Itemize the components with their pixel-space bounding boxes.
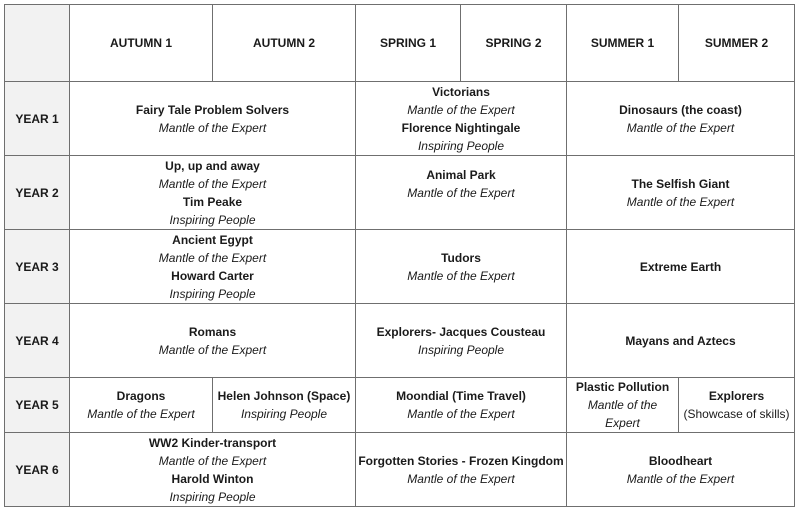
topic-cell-summer [567, 156, 795, 230]
topic-title: Harold Winton [171, 471, 254, 486]
header-summer-2: SUMMER 2 [679, 5, 795, 82]
topic-cell-autumn-1 [70, 378, 213, 433]
topic-subtitle: Mantle of the Expert [158, 453, 267, 468]
topic-subtitle: Inspiring People [169, 489, 256, 504]
topic-subtitle: Mantle of the Expert [158, 342, 267, 357]
topic-title: Bloodheart [648, 453, 713, 468]
corner-cell [5, 5, 70, 82]
topic-cell-spring [356, 433, 567, 507]
header-spring-2: SPRING 2 [461, 5, 567, 82]
header-spring-1: SPRING 1 [356, 5, 461, 82]
header-summer-1: SUMMER 1 [567, 5, 679, 82]
topic-title: Forgotten Stories - Frozen Kingdom [358, 453, 564, 468]
header-row [5, 5, 795, 82]
topic-title: Howard Carter [171, 268, 254, 283]
year-label: YEAR 1 [5, 82, 70, 156]
topic-subtitle: Inspiring People [417, 138, 505, 153]
topic-title: WW2 Kinder-transport [148, 435, 277, 450]
topic-cell-autumn-2 [213, 378, 356, 433]
topic-subtitle: Mantle of the Expert [158, 120, 267, 135]
topic-cell-autumn [70, 82, 356, 156]
topic-subtitle: Mantle of the Expert [87, 407, 195, 421]
topic-title: Tudors [441, 250, 481, 265]
topic-title: Mayans and Aztecs [625, 333, 736, 348]
year-row [5, 433, 795, 507]
year-label: YEAR 2 [5, 156, 70, 230]
topic-title: Helen Johnson (Space) [217, 389, 351, 403]
year-row [5, 304, 795, 378]
topic-subtitle: Inspiring People [240, 407, 328, 421]
topic-title: Plastic Pollution [575, 380, 670, 394]
year-row [5, 230, 795, 304]
topic-title: Fairy Tale Problem Solvers [135, 102, 290, 117]
topic-cell-autumn [70, 230, 356, 304]
topic-subtitle: Mantle of the Expert [158, 250, 267, 265]
header-autumn-1: AUTUMN 1 [70, 5, 213, 82]
year-label: YEAR 5 [5, 378, 70, 433]
topic-cell-autumn [70, 156, 356, 230]
year-row [5, 156, 795, 230]
topic-subtitle: Mantle of the Expert [626, 120, 735, 135]
topic-title: Up, up and away [165, 158, 260, 173]
curriculum-table [4, 4, 795, 507]
topic-title: Tim Peake [182, 194, 243, 209]
topic-title: Victorians [432, 84, 490, 99]
year-label: YEAR 4 [5, 304, 70, 378]
topic-subtitle: Mantle of the Expert [407, 407, 515, 421]
topic-cell-summer [567, 433, 795, 507]
topic-subtitle: Mantle of the Expert [407, 268, 515, 283]
topic-title: Extreme Earth [639, 259, 722, 274]
topic-title: Dragons [116, 389, 166, 403]
topic-cell-spring [356, 156, 567, 230]
topic-subtitle: Mantle of the Expert [626, 194, 735, 209]
topic-cell-summer [567, 230, 795, 304]
topic-title: Moondial (Time Travel) [396, 389, 526, 403]
topic-title: Explorers [708, 389, 765, 403]
year-label: YEAR 3 [5, 230, 70, 304]
topic-title: Ancient Egypt [172, 232, 253, 247]
topic-note: (Showcase of skills) [683, 407, 790, 421]
topic-subtitle: Inspiring People [417, 342, 505, 357]
topic-subtitle: Inspiring People [169, 286, 256, 301]
topic-subtitle: Inspiring People [169, 212, 256, 227]
topic-cell-spring [356, 304, 567, 378]
topic-title: Explorers- Jacques Cousteau [376, 324, 546, 339]
topic-cell-spring [356, 378, 567, 433]
topic-subtitle: Mantle of the Expert [407, 186, 515, 200]
topic-subtitle: Mantle of the Expert [407, 471, 515, 486]
topic-cell-spring [356, 82, 567, 156]
topic-subtitle: Mantle of the Expert [158, 176, 267, 191]
year-label: YEAR 6 [5, 433, 70, 507]
year-row [5, 82, 795, 156]
topic-subtitle: Mantle of the Expert [587, 398, 658, 430]
topic-cell-summer [567, 82, 795, 156]
topic-cell-spring [356, 230, 567, 304]
topic-title: Dinosaurs (the coast) [619, 102, 742, 117]
topic-subtitle: Mantle of the Expert [626, 471, 735, 486]
topic-title: Florence Nightingale [401, 120, 521, 135]
topic-cell-autumn [70, 304, 356, 378]
topic-cell-summer [567, 304, 795, 378]
topic-title: Animal Park [426, 168, 496, 182]
topic-title: Romans [188, 324, 237, 339]
topic-title: The Selfish Giant [631, 176, 730, 191]
topic-cell-summer-1 [567, 378, 679, 433]
topic-cell-summer-2 [679, 378, 795, 433]
header-autumn-2: AUTUMN 2 [213, 5, 356, 82]
topic-subtitle: Mantle of the Expert [407, 102, 515, 117]
topic-cell-autumn [70, 433, 356, 507]
year-row [5, 378, 795, 433]
